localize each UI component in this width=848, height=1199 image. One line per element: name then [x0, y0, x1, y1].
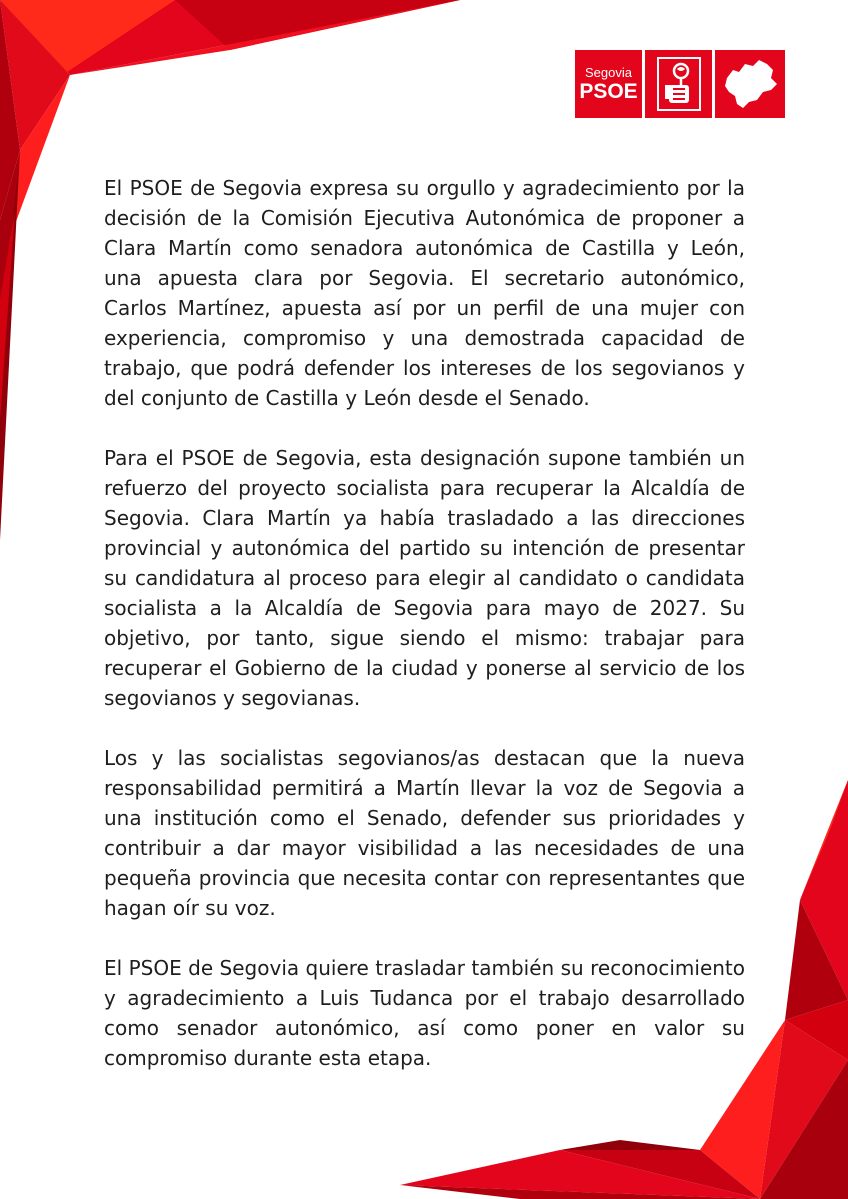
- paragraph-4: El PSOE de Segovia quiere trasladar también su reconocimiento y agradecimiento a Luis Tudanca por el trabajo desarrollado como senador autonómico, así como poner en valor su compromiso durante esta etapa.: [104, 956, 745, 1070]
- paragraph-1: El PSOE de Segovia expresa su orgullo y agradecimiento por la decisión de la Comisión Ejecutiva Autonómica de proponer a Clara Martín como senadora autonómica de Castilla y León, una apuesta clara por Segovia. El secretario autonómico, Carlos Martínez, apuesta así por un perfil de una mujer con experiencia, compromiso y una demostrada capacidad de trabajo, que podrá defender los intereses de los segovianos y del conjunto de Castilla y León desde el Senado.: [104, 176, 745, 410]
- paragraph-3: Los y las socialistas segovianos/as destacan que la nueva responsabilidad permitirá a Martín llevar la voz de Segovia a una institución como el Senado, defender sus prioridades y contribuir a dar mayor visibilidad a las necesidades de una pequeña provincia que necesita contar con representantes que hagan oír su voz.: [104, 746, 745, 920]
- deco-triangle: [560, 1140, 700, 1150]
- segovia-province-map-icon: [715, 50, 785, 118]
- logo-psoe-text: PSOE: [579, 79, 638, 103]
- psoe-segovia-logo: [575, 50, 785, 118]
- logo-segovia-text: Segovia: [585, 64, 632, 80]
- fist-and-rose-icon: [645, 50, 712, 118]
- logo-text-block: [575, 50, 642, 118]
- statement-body: [104, 173, 745, 1103]
- paragraph-2: Para el PSOE de Segovia, esta designación supone también un refuerzo del proyecto socialista para recuperar la Alcaldía de Segovia. Clara Martín ya había trasladado a las direcciones provincial y autonómica del partido su intención de presentar su candidatura al proceso para elegir al candidato o candidata socialista a la Alcaldía de Segovia para mayo de 2027. Su objetivo, por tanto, sigue siendo el mismo: trabajar para recuperar el Gobierno de la ciudad y ponerse al servicio de los segovianos y segovianas.: [104, 446, 745, 710]
